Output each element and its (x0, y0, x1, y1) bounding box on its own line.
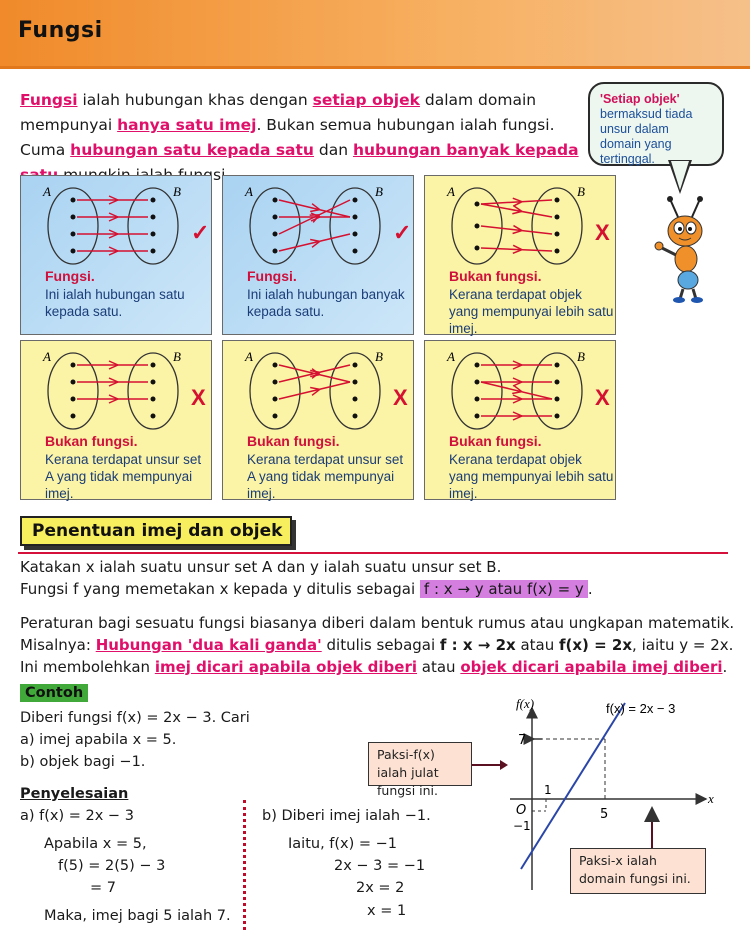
mapping-arrow (279, 234, 350, 251)
panel-title: Bukan fungsi. (45, 433, 138, 449)
set-a-label: A (43, 184, 51, 199)
rule-text: Misalnya: (20, 636, 96, 654)
set-a-element (71, 198, 76, 203)
panel-description: Ini ialah hubungan banyak kepada satu. (247, 287, 405, 319)
speech-bubble (588, 82, 724, 166)
function-line (521, 703, 625, 869)
set-b-label: B (375, 184, 383, 199)
set-b-element (151, 232, 156, 237)
arrow-diagram-panel (424, 340, 616, 500)
set-b-element (555, 363, 560, 368)
arrow-diagram-panel (20, 175, 212, 335)
mapping-arrow (481, 200, 552, 204)
set-b-element (555, 397, 560, 402)
arrow-diagram-panel (20, 340, 212, 500)
set-a-element (71, 414, 76, 419)
definition-line-1: Katakan x ialah suatu unsur set A dan y ialah suatu unsur set B. (20, 558, 502, 576)
tick-label-yneg1: −1 (513, 819, 531, 833)
set-a-element (71, 215, 76, 220)
cross-mark-icon: X (393, 385, 408, 410)
rule-term: Hubungan 'dua kali ganda' (95, 636, 322, 654)
page-header (0, 0, 750, 69)
set-b-element (151, 215, 156, 220)
set-b-label: B (173, 349, 181, 364)
intro-text: ialah hubungan khas dengan (77, 91, 313, 109)
set-a-element (273, 397, 278, 402)
set-a-element (475, 202, 480, 207)
solution-b-line-1: b) Diberi imej ialah −1. (262, 808, 431, 824)
arrow-diagram (21, 341, 213, 433)
set-a-element (273, 232, 278, 237)
arrow-diagram-panel (222, 340, 414, 500)
intro-term-setiap-objek: setiap objek (312, 91, 420, 109)
set-b-element (151, 363, 156, 368)
set-b-label: B (577, 349, 585, 364)
set-a-element (273, 380, 278, 385)
purpose-term: objek dicari apabila imej diberi (460, 658, 723, 676)
intro-term-satu-kepada-satu: hubungan satu kepada satu (70, 141, 314, 159)
solution-separator (243, 800, 246, 930)
set-b-element (353, 414, 358, 419)
intro-paragraph (20, 88, 580, 188)
set-b-element (151, 414, 156, 419)
solution-b-line-2: Iaitu, f(x) = −1 (288, 836, 398, 852)
solution-b-line-4: 2x = 2 (356, 880, 405, 896)
example-question-b: b) objek bagi −1. (20, 754, 146, 770)
origin-label: O (516, 803, 527, 818)
set-a-label: A (245, 184, 253, 199)
arrow-diagram-panel (424, 175, 616, 335)
arrow-diagram-panel (222, 175, 414, 335)
purpose-text: Ini membolehkan (20, 658, 155, 676)
set-a-element (71, 232, 76, 237)
cross-mark-icon: X (191, 385, 206, 410)
set-a-label: A (447, 184, 455, 199)
set-b-element (353, 363, 358, 368)
set-b-element (555, 232, 560, 237)
tick-label-x5: 5 (600, 807, 609, 822)
rule-text: , iaitu y = 2x. (632, 636, 734, 654)
panel-title: Fungsi. (45, 268, 95, 284)
set-a-element (71, 397, 76, 402)
panel-title: Bukan fungsi. (449, 268, 542, 284)
example-given: Diberi fungsi f(x) = 2x − 3. Cari (20, 710, 250, 726)
solution-b-line-5: x = 1 (367, 903, 407, 919)
arrow-diagram (21, 176, 213, 268)
page-title: Fungsi (18, 18, 103, 43)
cross-mark-icon: X (595, 385, 610, 410)
panel-description: Kerana terdapat objek yang mempunyai lebih satu imej. (449, 287, 614, 336)
bubble-tail-inner (671, 161, 689, 190)
example-rule-line (20, 634, 733, 656)
intro-text: dalam domain mempunyai (20, 91, 537, 134)
set-b-element (353, 249, 358, 254)
intro-term-banyak-kepada-satu: hubungan banyak kepada (352, 141, 579, 159)
panel-description: Kerana terdapat objek yang mempunyai lebih satu imej. (449, 452, 614, 501)
intro-term-satu-imej: hanya satu imej (117, 116, 257, 134)
set-a-element (475, 246, 480, 251)
set-a-element (475, 380, 480, 385)
solution-b-line-3: 2x − 3 = −1 (334, 858, 426, 874)
intro-text: . Bukan semua hubungan ialah fungsi. Cuma (20, 116, 555, 159)
set-a-element (273, 198, 278, 203)
set-b-element (151, 249, 156, 254)
ant-mascot-icon (650, 195, 720, 305)
set-b-element (151, 397, 156, 402)
set-b-element (555, 380, 560, 385)
arrow-diagram (425, 341, 617, 433)
set-b-element (151, 380, 156, 385)
set-b-element (555, 414, 560, 419)
set-a-element (475, 363, 480, 368)
cross-mark-icon: X (595, 220, 610, 245)
section-title: Penentuan imej dan objek (32, 521, 283, 541)
intro-term-fungsi: Fungsi (20, 91, 78, 109)
divider-line (18, 552, 728, 554)
definition-line-2 (20, 578, 593, 600)
set-a-label: A (245, 349, 253, 364)
mapping-arrow (279, 382, 350, 399)
solution-a-line-1: a) f(x) = 2x − 3 (20, 808, 134, 824)
notation-highlight: f : x → y atau f(x) = y (420, 580, 588, 598)
panel-description: Kerana terdapat unsur set A yang tidak mempunyai imej. (247, 452, 404, 501)
set-b-element (151, 198, 156, 203)
set-a-element (273, 249, 278, 254)
rule-text: ditulis sebagai (321, 636, 440, 654)
definition-text: Fungsi f yang memetakan x kepada y ditulis sebagai (20, 580, 420, 598)
set-a-element (71, 380, 76, 385)
set-b-element (353, 397, 358, 402)
set-a-label: A (447, 349, 455, 364)
section-heading (20, 516, 292, 546)
set-a-element (475, 224, 480, 229)
set-a-element (273, 414, 278, 419)
set-b-element (555, 249, 560, 254)
rule-notation: f : x → 2x (439, 636, 516, 654)
set-a-label: A (43, 349, 51, 364)
y-axis-label: f(x) (516, 696, 535, 711)
solution-a-line-3: f(5) = 2(5) − 3 (58, 858, 166, 874)
set-b-label: B (375, 349, 383, 364)
rule-line: Peraturan bagi sesuatu fungsi biasanya diberi dalam bentuk rumus atau ungkapan matematik. (20, 614, 735, 632)
example-question-a: a) imej apabila x = 5. (20, 732, 177, 748)
line-label: f(x) = 2x − 3 (606, 701, 676, 716)
panel-title: Fungsi. (247, 268, 297, 284)
intro-text: dan (313, 141, 353, 159)
set-b-element (353, 232, 358, 237)
purpose-line (20, 656, 727, 678)
rule-notation: f(x) = 2x (559, 636, 633, 654)
panel-description: Ini ialah hubungan satu kepada satu. (45, 287, 185, 319)
x-axis-label: x (708, 791, 714, 806)
set-b-element (555, 215, 560, 220)
set-a-element (273, 215, 278, 220)
panel-title: Bukan fungsi. (449, 433, 542, 449)
panel-title: Bukan fungsi. (247, 433, 340, 449)
rule-text: atau (515, 636, 559, 654)
mapping-arrow (481, 204, 552, 217)
solution-label: Penyelesaian (20, 786, 129, 802)
bubble-bold: 'Setiap objek' (600, 92, 680, 106)
solution-a-line-2: Apabila x = 5, (44, 836, 147, 852)
check-mark-icon: ✓ (191, 220, 210, 245)
set-a-element (475, 414, 480, 419)
mapping-arrow (481, 248, 552, 251)
callout-arrow-y (470, 757, 510, 773)
arrow-diagram (223, 176, 415, 268)
set-b-element (353, 215, 358, 220)
callout-range: Paksi-f(x) ialah julat fungsi ini. (368, 742, 472, 786)
set-b-element (353, 198, 358, 203)
set-a-element (71, 249, 76, 254)
set-a-element (273, 363, 278, 368)
set-a-element (71, 363, 76, 368)
set-b-element (353, 380, 358, 385)
tick-label-y7: 7 (518, 733, 527, 748)
check-mark-icon: ✓ (393, 220, 412, 245)
purpose-term: imej dicari apabila objek diberi (154, 658, 418, 676)
arrow-diagram (223, 341, 415, 433)
set-a-element (475, 397, 480, 402)
purpose-text: atau (417, 658, 461, 676)
solution-a-line-4: = 7 (90, 880, 116, 896)
tick-label-y1: 1 (544, 783, 552, 797)
callout-domain: Paksi-x ialah domain fungsi ini. (570, 848, 706, 894)
solution-a-answer: Maka, imej bagi 5 ialah 7. (44, 908, 231, 924)
purpose-text: . (722, 658, 728, 676)
definition-text: . (587, 580, 593, 598)
example-label: Contoh (20, 684, 88, 702)
panel-description: Kerana terdapat unsur set A yang tidak mempunyai imej. (45, 452, 202, 501)
set-b-label: B (173, 184, 181, 199)
bubble-text: bermaksud tiada unsur dalam domain yang tertinggal. (600, 107, 693, 166)
set-b-label: B (577, 184, 585, 199)
arrow-diagram (425, 176, 617, 268)
set-b-element (555, 198, 560, 203)
